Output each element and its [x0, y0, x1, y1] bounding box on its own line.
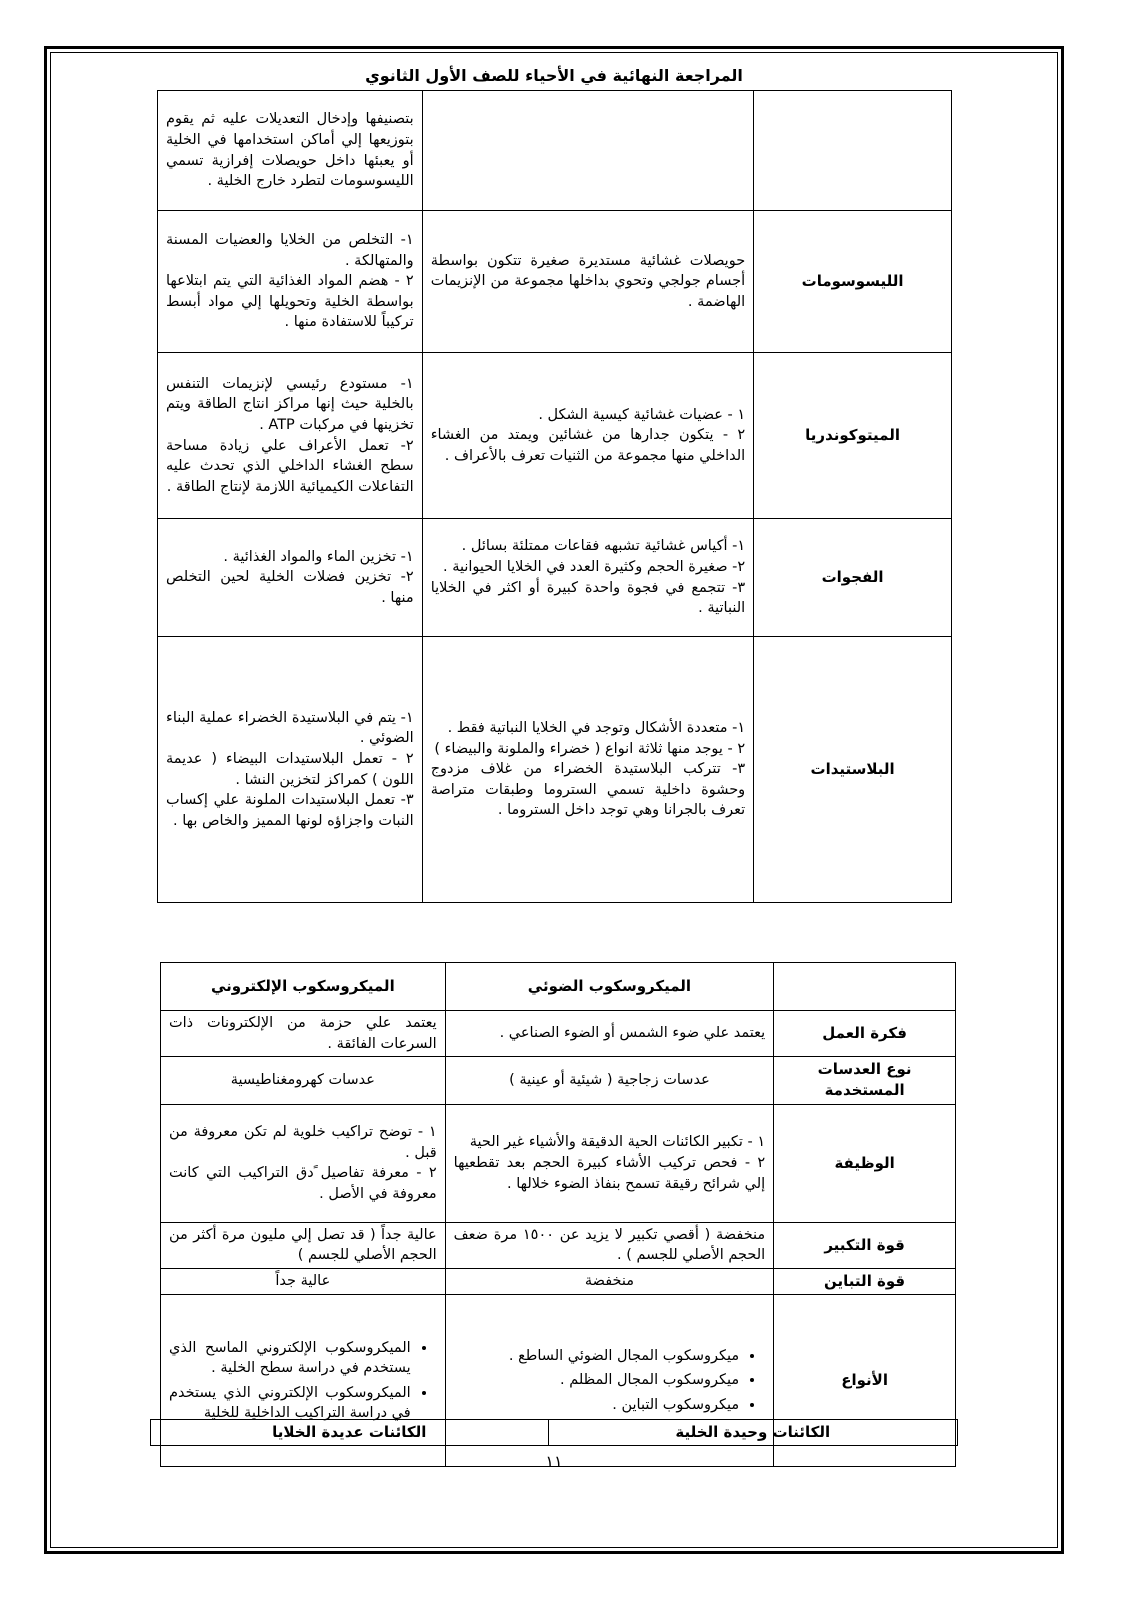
table-row — [158, 637, 952, 903]
organelle-name — [754, 91, 952, 211]
organelles-table — [157, 90, 952, 903]
text-line: يعتمد علي حزمة من الإلكترونات ذات السرعات الفائقة . — [169, 1015, 437, 1052]
list-item: • الميكروسكوب الإلكتروني الماسح الذي يستخدم في دراسة سطح الخلية . — [169, 1338, 411, 1379]
text-line: ١ - توضح تراكيب خلوية لم تكن معروفة من قبل . — [169, 1124, 437, 1161]
row-label: الأنواع — [774, 1295, 956, 1467]
electron-microscope-cell — [161, 1268, 446, 1294]
organelle-function — [158, 91, 423, 211]
text-line: ١ - تكبير الكائنات الحية الدقيقة والأشياء غير الحية — [469, 1134, 766, 1151]
unicellular-cell: الكائنات وحيدة الخلية — [548, 1420, 957, 1446]
organelle-structure — [422, 211, 753, 353]
text-line: ١- يتم في البلاستيدة الخضراء عملية البناء الضوئي . — [166, 709, 414, 747]
row-label: قوة التكبير — [774, 1222, 956, 1268]
organelle-name: الميتوكوندريا — [754, 353, 952, 519]
list-item: • الميكروسكوب الإلكتروني الذي يستخدم في دراسة التراكيب الداخلية للخلية — [169, 1383, 411, 1424]
light-microscope-cell — [445, 1011, 774, 1057]
page-number: ١١ — [545, 1452, 563, 1471]
organelle-name: الفجوات — [754, 519, 952, 637]
organelle-structure — [422, 637, 753, 903]
page-title: المراجعة النهائية في الأحياء للصف الأول الثانوي — [365, 66, 743, 85]
bullet-list — [454, 1346, 766, 1416]
text-line: ٣- تعمل البلاستيدات الملونة علي إكساب النبات واجزاؤه لونها المميز والخاص بها . — [166, 792, 414, 829]
table-row — [158, 91, 952, 211]
list-item: • ميكروسكوب المجال المظلم . — [454, 1370, 740, 1391]
table-row — [151, 1420, 958, 1446]
text-line: يعتمد علي ضوء الشمس أو الضوء الصناعي . — [499, 1025, 766, 1042]
text-line: منخفضة — [584, 1273, 635, 1290]
table-header-row — [161, 963, 956, 1011]
text-line: بتصنيفها وإدخال التعديلات عليه ثم يقوم بتوزيعها إلي أماكن استخدامها في الخلية أو يعبئها داخل حويصلات إفرازية تسمي الليسوسومات لتطرد خارج الخلية . — [166, 111, 414, 190]
header-light-microscope: الميكروسكوب الضوئي — [445, 963, 774, 1011]
text-line: عدسات كهرومغناطيسية — [230, 1072, 375, 1089]
light-microscope-cell — [445, 1104, 774, 1222]
row-label: الوظيفة — [774, 1104, 956, 1222]
organelle-structure — [422, 353, 753, 519]
text-line: ٢- تخزين فضلات الخلية لحين التخلص منها . — [166, 569, 414, 606]
light-microscope-cell — [445, 1268, 774, 1294]
text-line: عالية جداً ( قد تصل إلي مليون مرة أكثر من الحجم الأصلي للجسم ) — [169, 1226, 437, 1264]
text-line: ٢ - معرفة تفاصيل ًدق التراكيب التي كانت معروفة في الأصل . — [169, 1165, 437, 1202]
table-row — [161, 1222, 956, 1268]
table-row — [161, 1057, 956, 1105]
text-line: ٢ - يتكون جدارها من غشائين ويمتد من الغشاء الداخلي منها مجموعة من الثنيات تعرف بالأعراف . — [430, 427, 746, 464]
organelle-function — [158, 519, 423, 637]
row-label: نوع العدسات المستخدمة — [774, 1057, 956, 1105]
organelle-function — [158, 637, 423, 903]
text-line: ١- التخلص من الخلايا والعضيات المسنة والمتهالكة . — [166, 232, 414, 269]
light-microscope-cell — [445, 1057, 774, 1105]
bullet-list — [169, 1338, 437, 1424]
electron-microscope-cell — [161, 1011, 446, 1057]
text-line: حويصلات غشائية مستديرة صغيرة تتكون بواسطة أجسام جولجي وتحوي بداخلها مجموعة من الإنزيمات الهاضمة . — [430, 252, 746, 310]
text-line: ٢ - يوجد منها ثلاثة انواع ( خضراء والملونة والبيضاء ) — [434, 740, 746, 757]
organisms-table — [150, 1419, 958, 1446]
text-line: ١- أكياس غشائية تشبهه فقاعات ممتلئة بسائل . — [461, 538, 746, 555]
text-line: ٢ - تعمل البلاستيدات البيضاء ( عديمة اللون ) كمراكز لتخزين النشا . — [166, 750, 414, 788]
organelle-name: البلاستيدات — [754, 637, 952, 903]
list-item: • ميكروسكوب التباين . — [454, 1395, 740, 1416]
text-line: ٣- تتركب البلاستيدة الخضراء من غلاف مزدوج وحشوة داخلية تسمي الستروما وطبقات متراصة تعرف بالجرانا وهي توجد داخل الستروما . — [430, 761, 746, 819]
organelle-function — [158, 211, 423, 353]
text-line: عالية جداً — [275, 1273, 331, 1290]
electron-microscope-cell — [161, 1057, 446, 1105]
list-item: • ميكروسكوب المجال الضوئي الساطع . — [454, 1346, 740, 1367]
organelle-function — [158, 353, 423, 519]
text-line: منخفضة ( أقصي تكبير لا يزيد عن ١٥٠٠ مرة ضعف الحجم الأصلي للجسم ) . — [453, 1226, 766, 1264]
text-line: ٢- تعمل الأعراف علي زيادة مساحة سطح الغشاء الداخلي الذي تحدث عليه التفاعلات الكيميائية اللازمة لإنتاج الطاقة . — [166, 437, 414, 495]
text-line: ١- متعددة الأشكال وتوجد في الخلايا النباتية فقط . — [447, 720, 746, 737]
header-empty-cell — [774, 963, 956, 1011]
text-line: ٢- صغيرة الحجم وكثيرة العدد في الخلايا الحيوانية . — [442, 558, 746, 575]
table-row — [158, 353, 952, 519]
row-label: فكرة العمل — [774, 1011, 956, 1057]
row-label: قوة التباين — [774, 1268, 956, 1294]
microscope-comparison-table — [160, 962, 956, 1467]
text-line: ١- تخزين الماء والمواد الغذائية . — [223, 548, 414, 565]
table-row — [161, 1104, 956, 1222]
text-line: ٣- تتجمع في فجوة واحدة كبيرة أو اكثر في الخلايا النباتية . — [430, 579, 746, 617]
table-row — [158, 519, 952, 637]
text-line: ١ - عضيات غشائية كيسية الشكل . — [538, 406, 746, 423]
multicellular-cell: الكائنات عديدة الخلايا — [151, 1420, 549, 1446]
table-row — [161, 1268, 956, 1294]
electron-microscope-cell — [161, 1222, 446, 1268]
text-line: ١- مستودع رئيسي لإنزيمات التنفس بالخلية حيث إنها مراكز انتاج الطاقة ويتم تخزينها في مركبات ATP . — [166, 375, 414, 433]
organelle-name: الليسوسومات — [754, 211, 952, 353]
text-line: عدسات زجاجية ( شيئية أو عينية ) — [509, 1072, 710, 1089]
header-electron-microscope: الميكروسكوب الإلكتروني — [161, 963, 446, 1011]
electron-microscope-cell — [161, 1104, 446, 1222]
text-line: ٢ - هضم المواد الغذائية التي يتم ابتلاعها بواسطة الخلية وتحويلها إلي مواد أبسط تركيباً للاستفادة منها . — [166, 273, 414, 331]
light-microscope-cell — [445, 1222, 774, 1268]
table-row — [161, 1011, 956, 1057]
table-row — [158, 211, 952, 353]
text-line: ٢ - فحص تركيب الأشاء كبيرة الحجم بعد تقطعيها إلي شرائح رقيقة تسمح بنفاذ الضوء خلالها . — [453, 1154, 766, 1192]
organelle-structure — [422, 519, 753, 637]
organelle-structure — [422, 91, 753, 211]
